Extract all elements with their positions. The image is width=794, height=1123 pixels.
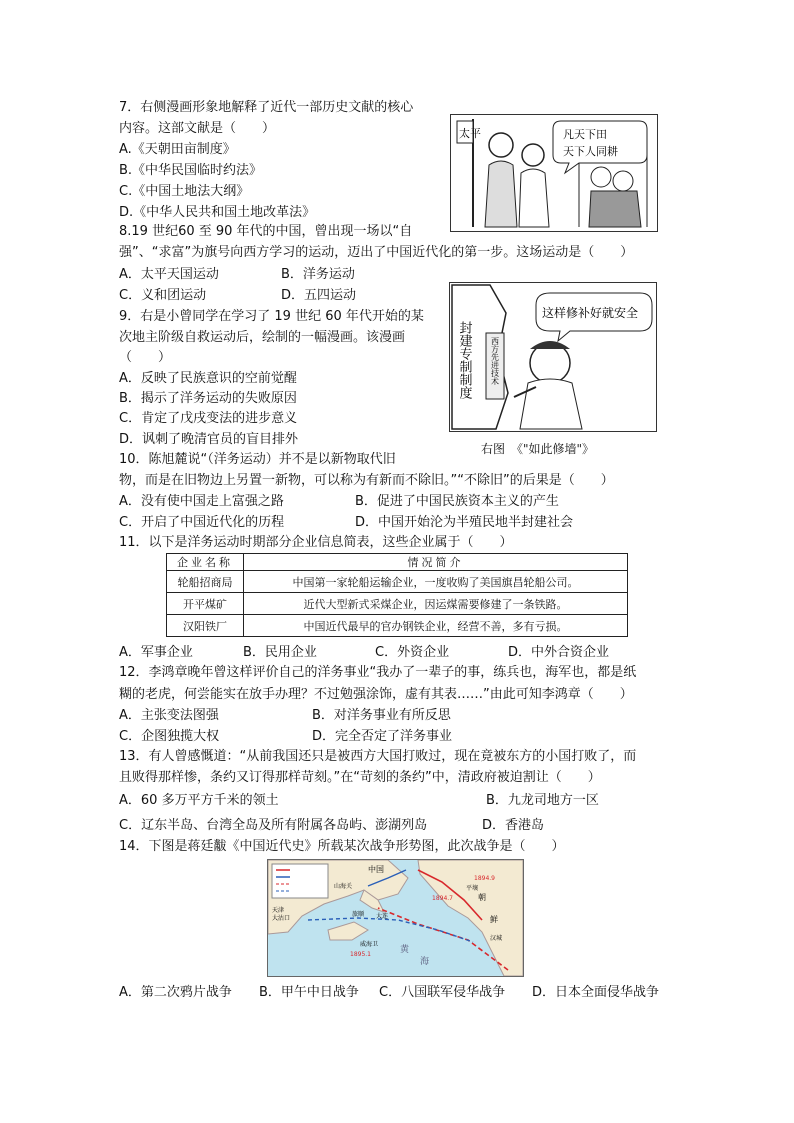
q14-option-c: C．八国联军侵华战争 — [379, 985, 506, 1000]
table-header-row — [167, 554, 628, 571]
q8-option-c: C．义和团运动 — [119, 288, 207, 303]
q10-stem-line1: 10．陈旭麓说“（洋务运动）并不是以新物取代旧 — [119, 452, 396, 467]
q9-cartoon-image — [449, 282, 657, 432]
cartoon-patch-text: 西方先进技术 — [490, 337, 500, 385]
q8-option-b: B．洋务运动 — [281, 267, 355, 282]
map-label: 大沽口 — [272, 915, 291, 922]
map-year-label: 1894.9 — [474, 875, 495, 882]
cartoon-bubble-text: 这样修补好就安全 — [542, 306, 639, 320]
q9-stem-line1: 9．右是小曾同学在学习了 19 世纪 60 年代开始的某 — [119, 309, 424, 324]
q7-cartoon-image — [450, 114, 658, 232]
map-label: 天津 — [272, 907, 285, 914]
q8-option-d: D．五四运动 — [281, 288, 357, 303]
q11-option-a: A．军事企业 — [119, 645, 193, 660]
q8-stem-line2: 强”、“求富”为旗号向西方学习的运动，迈出了中国近代化的第一步。这场运动是（ ） — [119, 245, 634, 260]
map-label: 中国 — [368, 865, 384, 874]
q11-option-d: D．中外合资企业 — [508, 645, 610, 660]
wall-repair-cartoon-drawing — [450, 283, 656, 431]
q9-stem-line2: 次地主阶级自救运动后，绘制的一幅漫画。该漫画 — [119, 330, 406, 345]
q9-option-d: D．讽刺了晚清官员的盲目排外 — [119, 432, 299, 447]
q14-war-map — [267, 859, 524, 977]
map-label: 大连 — [376, 913, 389, 920]
cartoon-flag-text: 太平 — [459, 127, 481, 140]
table-cell: 开平煤矿 — [167, 593, 244, 615]
enterprise-info-table — [166, 553, 628, 637]
q11-option-b: B．民用企业 — [243, 645, 317, 660]
q14-option-b: B．甲午中日战争 — [259, 985, 359, 1000]
q10-option-c: C．开启了中国近代化的历程 — [119, 515, 285, 530]
cartoon-bubble-line2: 天下人同耕 — [563, 145, 618, 158]
map-label: 山海关 — [334, 883, 353, 890]
map-label: 平壤 — [466, 885, 479, 892]
table-row — [167, 571, 628, 593]
map-label: 海 — [420, 957, 430, 967]
q10-option-b: B．促进了中国民族资本主义的产生 — [355, 494, 559, 509]
q8-stem-line1: 8.19 世纪60 至 90 年代的中国，曾出现一场以“自 — [119, 224, 413, 239]
map-year-label: 1894.7 — [432, 895, 453, 902]
q14-option-a: A．第二次鸦片战争 — [119, 985, 232, 1000]
q12-option-a: A．主张变法图强 — [119, 708, 219, 723]
q12-stem-line2: 糊的老虎，何尝能实在放手办理？不过勉强涂饰，虚有其表……”由此可知李鸿章（ ） — [119, 687, 633, 702]
q9-option-c: C．肯定了戊戌变法的进步意义 — [119, 411, 298, 426]
q7-option-b: B.《中华民国临时约法》 — [119, 163, 263, 178]
map-year-label: 1895.1 — [350, 951, 371, 958]
table-cell: 近代大型新式采煤企业，因运煤需要修建了一条铁路。 — [244, 593, 628, 615]
q9-option-b: B．揭示了洋务运动的失败原因 — [119, 391, 297, 406]
q7-stem-line2: 内容。这部文献是（ ） — [119, 121, 276, 136]
q13-option-a: A．60 多万平方千米的领土 — [119, 793, 279, 808]
q13-stem-line1: 13．有人曾感慨道：“从前我国还只是被西方大国打败过，现在竟被东方的小国打败了，而 — [119, 749, 637, 764]
q11-option-c: C．外资企业 — [375, 645, 450, 660]
cartoon-wall-text: 封建专制制度 — [456, 321, 472, 399]
table-cell: 汉阳铁厂 — [167, 615, 244, 637]
table-cell: 中国第一家轮船运输企业，一度收购了美国旗昌轮船公司。 — [244, 571, 628, 593]
table-header-cell: 情况简介 — [244, 554, 628, 571]
map-label: 黄 — [400, 945, 410, 955]
q14-stem: 14．下图是蒋廷黻《中国近代史》所载某次战争形势图，此次战争是（ ） — [119, 839, 565, 854]
q7-option-a: A.《天朝田亩制度》 — [119, 142, 236, 157]
q8-option-a: A．太平天国运动 — [119, 267, 219, 282]
map-label: 旅顺 — [352, 911, 365, 918]
q10-option-a: A．没有使中国走上富强之路 — [119, 494, 284, 509]
q12-option-b: B．对洋务事业有所反思 — [312, 708, 451, 723]
q9-option-a: A．反映了民族意识的空前觉醒 — [119, 371, 297, 386]
map-label: 汉城 — [490, 935, 503, 942]
q14-option-d: D．日本全面侵华战争 — [532, 985, 660, 1000]
q11-stem: 11．以下是洋务运动时期部分企业信息简表，这些企业属于（ ） — [119, 535, 513, 550]
q9-cartoon-caption: 右图 《"如此修墙"》 — [481, 442, 595, 456]
q10-stem-line2: 物，而是在旧物边上另置一新物，可以称为有新而不除旧。”“不除旧”的后果是（ ） — [119, 473, 614, 488]
q13-option-b: B．九龙司地方一区 — [486, 793, 599, 808]
q12-option-c: C．企图独揽大权 — [119, 729, 220, 744]
map-label: 朝 — [478, 893, 486, 902]
map-legend — [272, 864, 328, 898]
table-row — [167, 615, 628, 637]
q13-option-d: D．香港岛 — [482, 818, 545, 833]
q12-stem-line1: 12．李鸿章晚年曾这样评价自己的洋务事业“我办了一辈子的事，练兵也，海军也，都是纸 — [119, 665, 637, 680]
table-cell: 轮船招商局 — [167, 571, 244, 593]
map-label: 鲜 — [490, 915, 498, 924]
taiping-cartoon-drawing — [451, 115, 657, 231]
q7-stem-line1: 7．右侧漫画形象地解释了近代一部历史文献的核心 — [119, 100, 414, 115]
table-cell: 中国近代最早的官办钢铁企业，经营不善，多有亏损。 — [244, 615, 628, 637]
sino-japanese-war-map-drawing — [268, 860, 523, 976]
map-label: 威海卫 — [360, 941, 379, 948]
q13-stem-line2: 且败得那样惨，条约又订得那样苛刻。”在“苛刻的条约”中，清政府被迫割让（ ） — [119, 770, 601, 785]
q13-option-c: C．辽东半岛、台湾全岛及所有附属各岛屿、澎湖列岛 — [119, 818, 428, 833]
q9-stem-line3: （ ） — [119, 350, 172, 365]
q7-option-d: D.《中华人民共和国土地改革法》 — [119, 205, 316, 220]
q10-option-d: D．中国开始沦为半殖民地半封建社会 — [355, 515, 574, 530]
table-row — [167, 593, 628, 615]
cartoon-bubble-line1: 凡天下田 — [563, 128, 607, 141]
q7-option-c: C.《中国土地法大纲》 — [119, 184, 250, 199]
q12-option-d: D．完全否定了洋务事业 — [312, 729, 453, 744]
table-header-cell: 企业名称 — [167, 554, 244, 571]
